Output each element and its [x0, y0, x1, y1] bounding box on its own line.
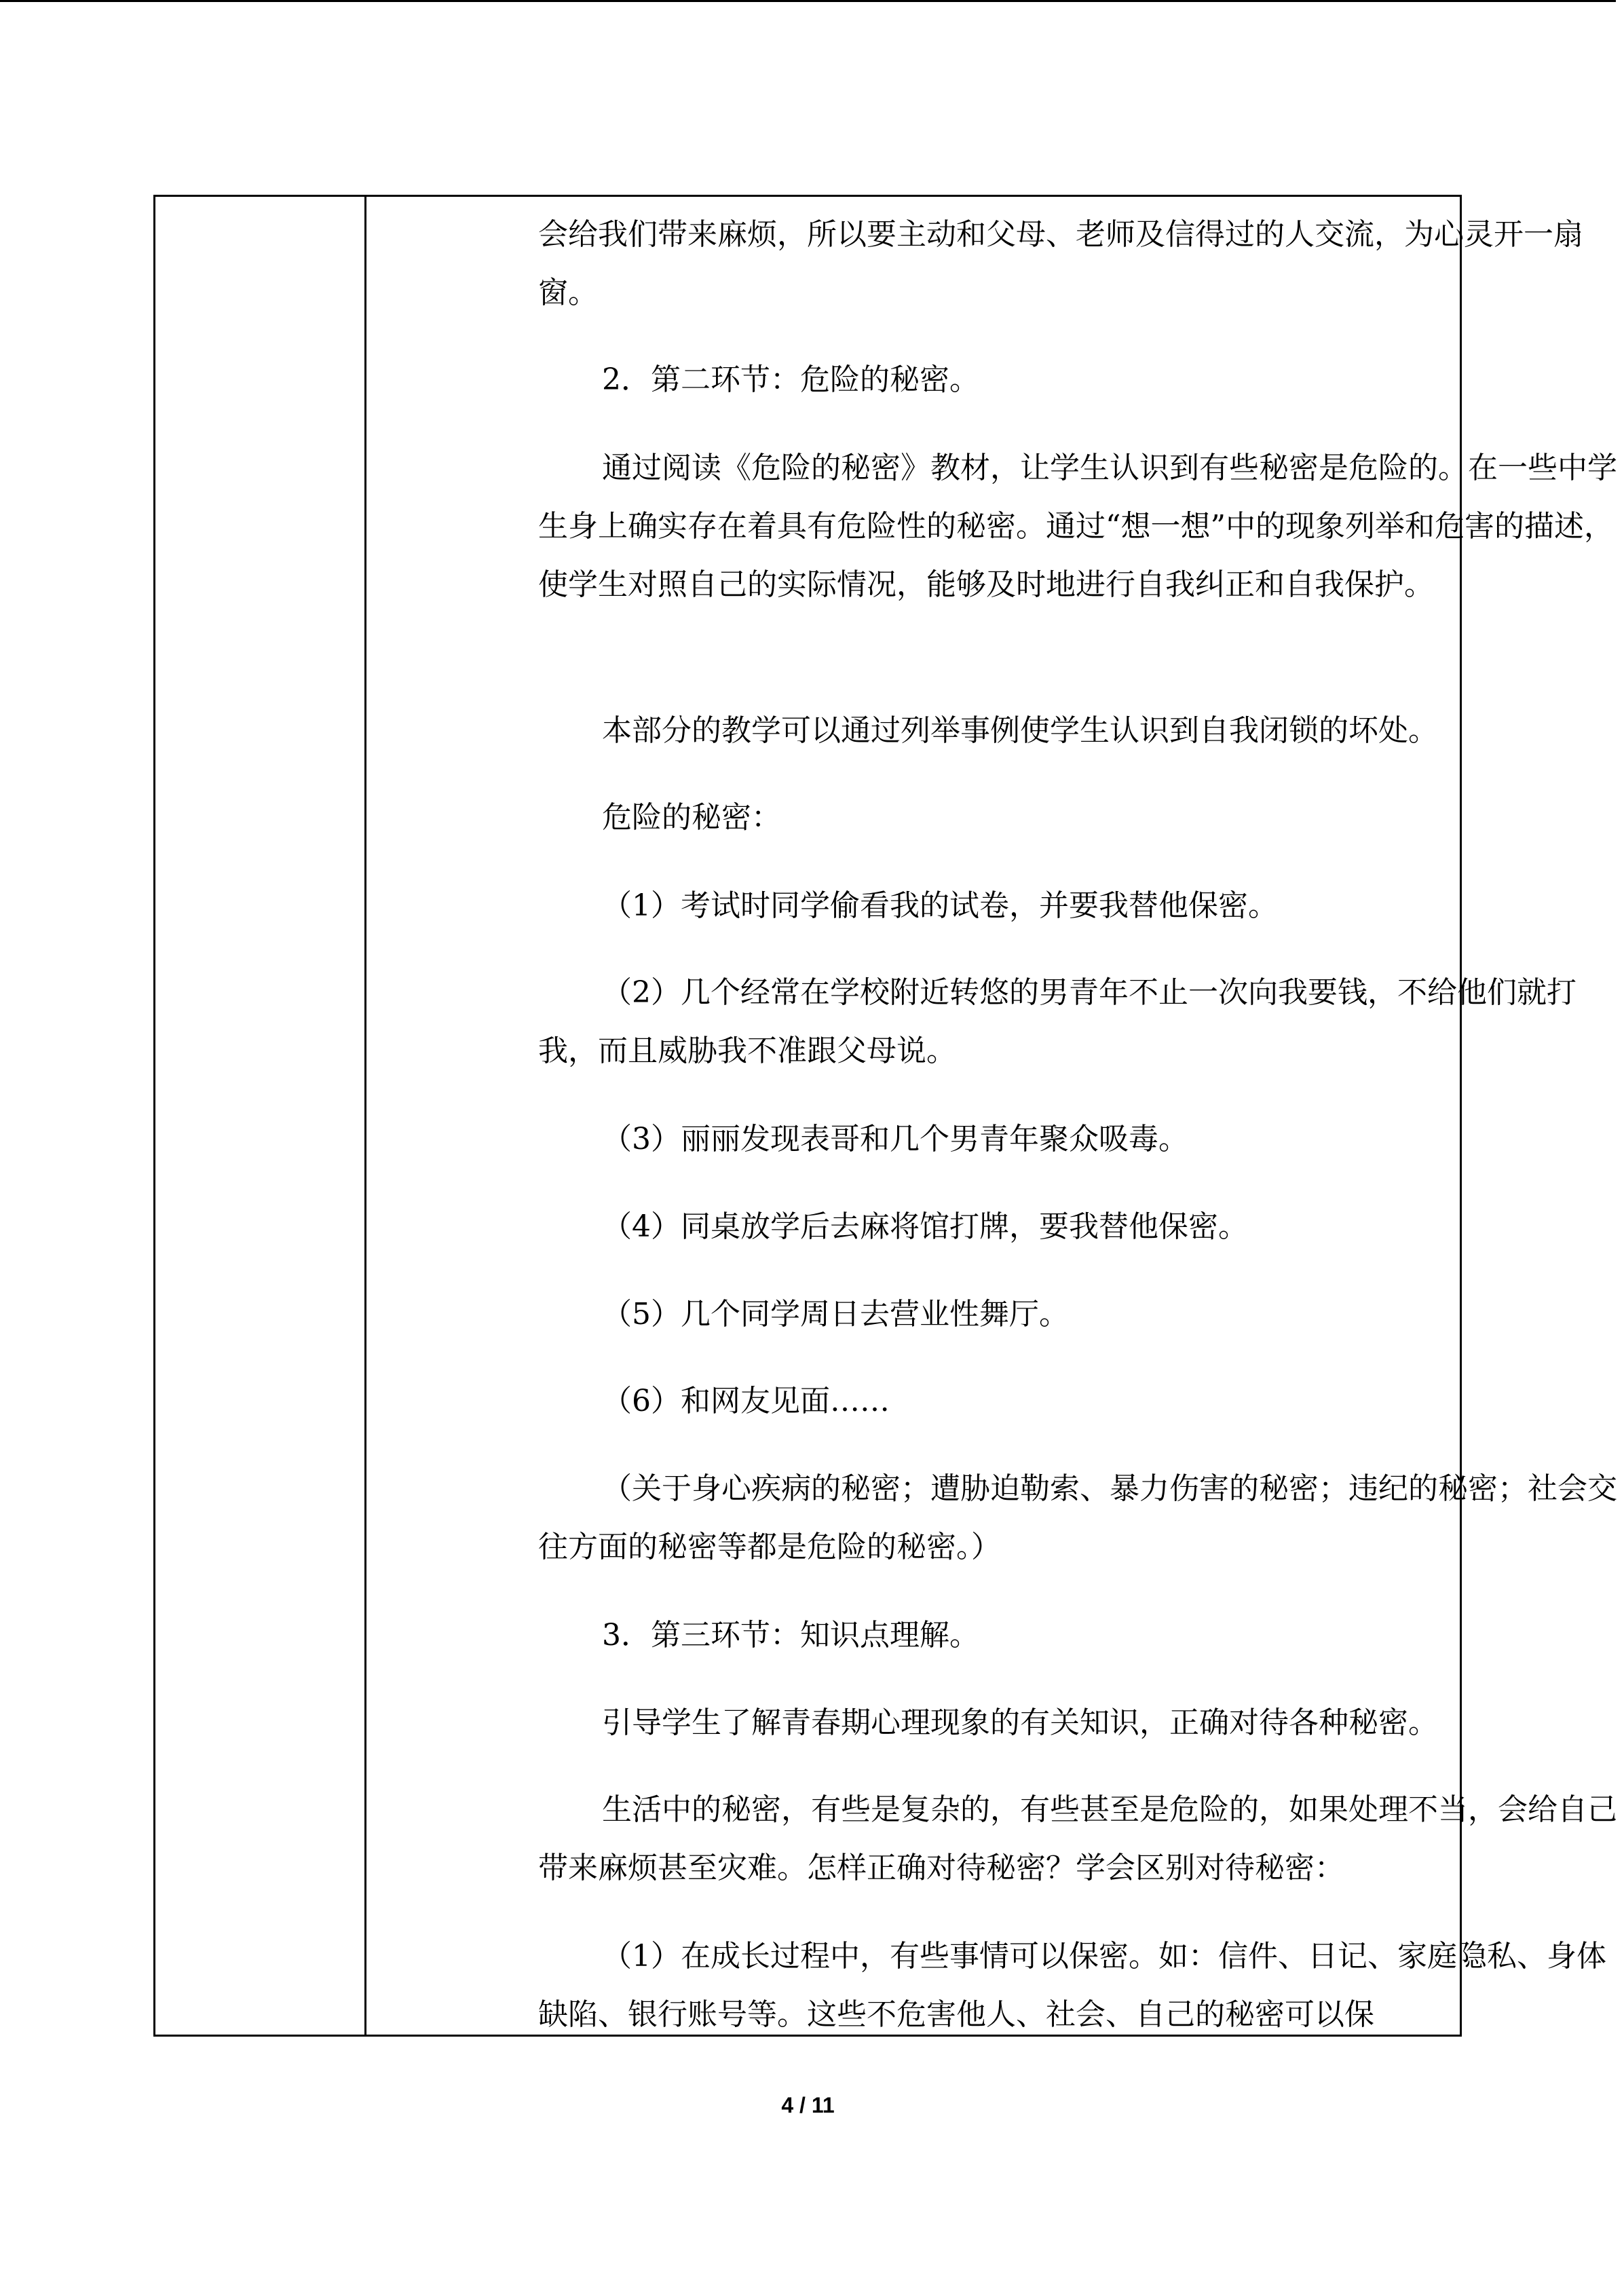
lesson-table — [153, 195, 1617, 2037]
table-left-column — [155, 197, 366, 2035]
paragraph-summary-note: （关于身心疾病的秘密；遭胁迫勒索、暴力伤害的秘密；违纪的秘密；社会交往方面的秘密等都是危险的秘密。） — [538, 1471, 1617, 1564]
list-heading: 危险的秘密： — [602, 800, 781, 835]
page-number: 4 / 11 — [781, 2093, 835, 2117]
section-heading-2: 2．第二环节：危险的秘密。 — [602, 362, 979, 397]
list-item-3: （3）丽丽发现表哥和几个男青年聚众吸毒。 — [602, 1122, 1188, 1156]
paragraph-keepable-secrets: （1）在成长过程中，有些事情可以保密。如：信件、日记、家庭隐私、身体缺陷、银行账号等。这些不危害他人、社会、自己的秘密可以保 — [538, 1939, 1606, 2032]
list-item-1: （1）考试时同学偷看我的试卷，并要我替他保密。 — [602, 888, 1278, 923]
paragraph-guidance: 引导学生了解青春期心理现象的有关知识，正确对待各种秘密。 — [602, 1705, 1438, 1740]
list-item-6: （6）和网友见面…… — [602, 1384, 890, 1418]
paragraph-life-secrets: 生活中的秘密，有些是复杂的，有些甚至是危险的，如果处理不当，会给自己带来麻烦甚至灾难。怎样正确对待秘密？学会区别对待秘密： — [538, 1792, 1617, 1885]
paragraph-intro-dangerous-secrets: 通过阅读《危险的秘密》教材，让学生认识到有些秘密是危险的。在一些中学生身上确实存在着具有危险性的秘密。通过“想一想”中的现象列举和危害的描述，使学生对照自己的实际情况，能够及时地进行自我纠正和自我保护。 — [538, 451, 1617, 602]
paragraph-teaching-note: 本部分的教学可以通过列举事例使学生认识到自我闭锁的坏处。 — [602, 713, 1438, 748]
list-item-5: （5）几个同学周日去营业性舞厅。 — [602, 1297, 1069, 1332]
section-heading-3: 3．第三环节：知识点理解。 — [602, 1618, 979, 1653]
list-item-4: （4）同桌放学后去麻将馆打牌，要我替他保密。 — [602, 1209, 1248, 1244]
top-rule — [0, 0, 1616, 2]
table-content-cell — [366, 197, 1617, 2035]
paragraph-continuation: 会给我们带来麻烦，所以要主动和父母、老师及信得过的人交流，为心灵开一扇窗。 — [538, 217, 1583, 310]
list-item-2: （2）几个经常在学校附近转悠的男青年不止一次向我要钱，不给他们就打我，而且威胁我不准跟父母说。 — [538, 975, 1576, 1068]
